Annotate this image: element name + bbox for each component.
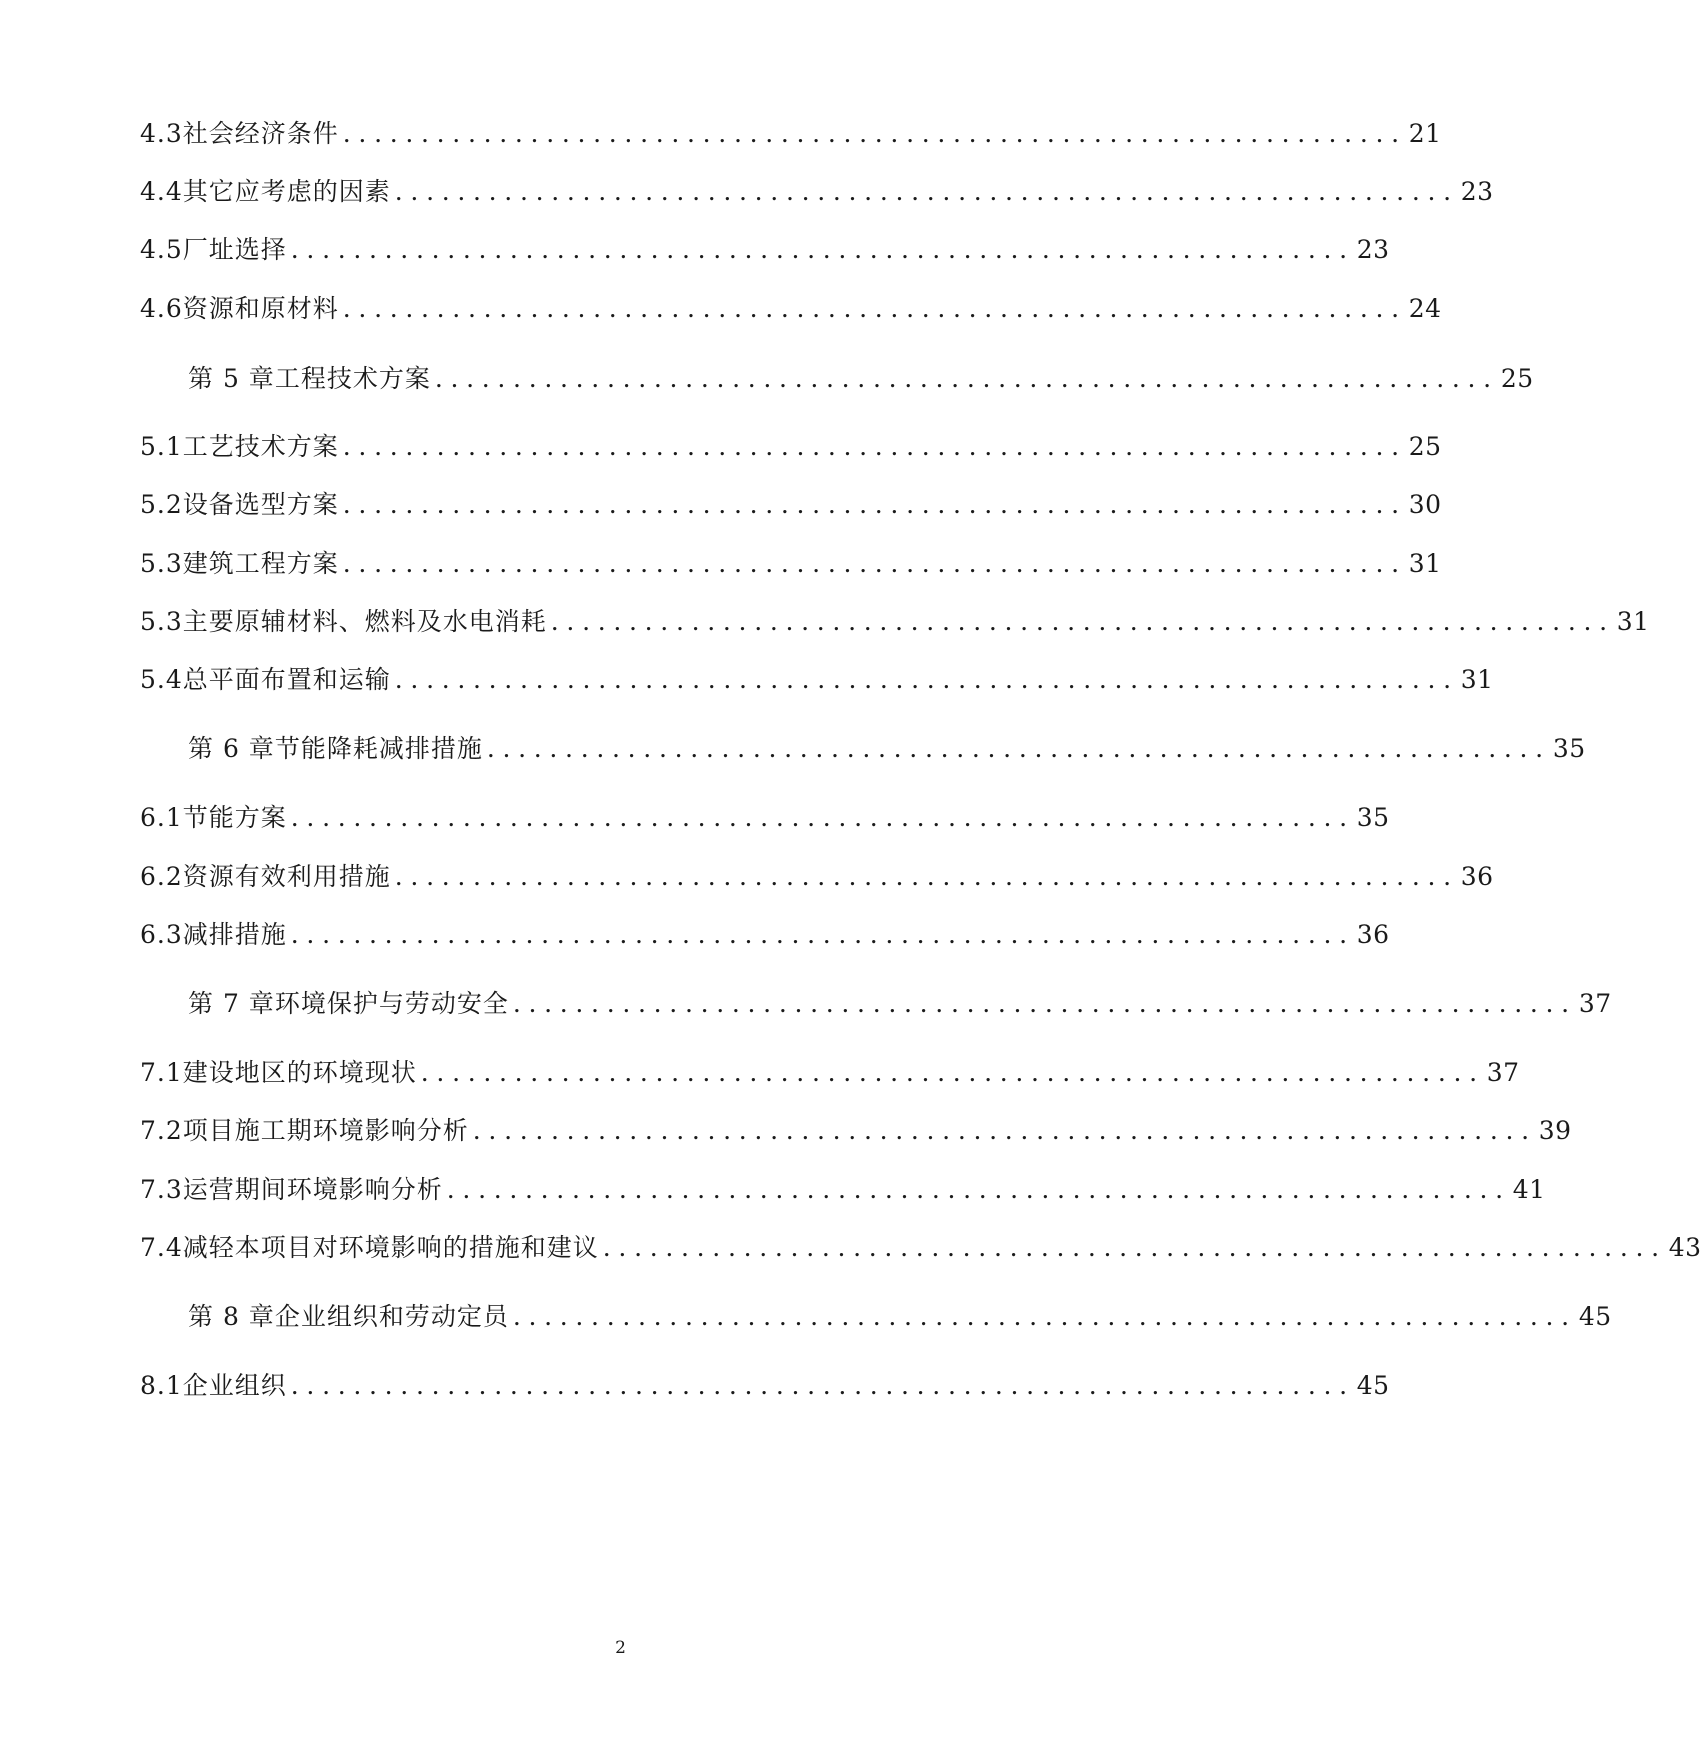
toc-entry-section[interactable] [140, 289, 1442, 329]
toc-dot-leader: .................................................................... [512, 1302, 1577, 1331]
toc-entry-number: 第 8 章 [188, 1302, 275, 1331]
toc-dot-leader: .................................................................... [342, 490, 1407, 519]
toc-entry-number: 7.4 [140, 1233, 183, 1262]
toc-entry-title: 设备选型方案 [182, 490, 339, 519]
toc-entry-section[interactable] [140, 1228, 1702, 1268]
toc-entry-title: 工程技术方案 [274, 364, 431, 393]
toc-entry-title: 减轻本项目对环境影响的措施和建议 [182, 1233, 599, 1262]
toc-entry-section[interactable] [140, 427, 1442, 467]
toc-entry-number: 第 7 章 [188, 989, 275, 1018]
toc-entry-section[interactable] [140, 1170, 1546, 1210]
toc-entry-title: 资源有效利用措施 [182, 862, 391, 891]
toc-entry-title: 主要原辅材料、燃料及水电消耗 [182, 607, 547, 636]
toc-dot-leader: .................................................................... [486, 734, 1551, 763]
toc-dot-leader: .................................................................... [342, 549, 1407, 578]
toc-entry-number: 4.5 [140, 235, 183, 264]
toc-entry-page: 21 [1408, 119, 1442, 148]
toc-entry-number: 4.4 [140, 177, 183, 206]
toc-entry-page: 39 [1538, 1116, 1572, 1145]
toc-entry-number: 7.1 [140, 1058, 183, 1087]
toc-dot-leader: .................................................................... [394, 862, 1459, 891]
toc-entry-title: 其它应考虑的因素 [182, 177, 391, 206]
toc-entry-page: 36 [1356, 920, 1390, 949]
toc-entry-title: 减排措施 [182, 920, 287, 949]
toc-entry-title: 项目施工期环境影响分析 [182, 1116, 469, 1145]
toc-entry-chapter[interactable] [188, 1297, 1612, 1337]
toc-entry-number: 6.1 [140, 803, 183, 832]
toc-entry-number: 6.3 [140, 920, 183, 949]
toc-entry-page: 43 [1668, 1233, 1702, 1262]
toc-entry-chapter[interactable] [188, 984, 1612, 1024]
toc-entry-title: 工艺技术方案 [182, 432, 339, 461]
toc-entry-page: 23 [1460, 177, 1494, 206]
toc-entry-title: 社会经济条件 [182, 119, 339, 148]
toc-entry-number: 5.1 [140, 432, 183, 461]
toc-dot-leader: .................................................................... [290, 803, 1355, 832]
toc-dot-leader: .................................................................... [420, 1058, 1485, 1087]
toc-entry-page: 24 [1408, 294, 1442, 323]
toc-entry-number: 6.2 [140, 862, 183, 891]
toc-entry-section[interactable] [140, 230, 1390, 270]
toc-entry-section[interactable] [140, 544, 1442, 584]
toc-entry-page: 35 [1356, 803, 1390, 832]
toc-entry-section[interactable] [140, 1053, 1520, 1093]
toc-entry-page: 31 [1460, 665, 1494, 694]
toc-entry-section[interactable] [140, 1366, 1390, 1406]
toc-dot-leader: .................................................................... [342, 119, 1407, 148]
toc-dot-leader: .................................................................... [394, 177, 1459, 206]
toc-entry-page: 25 [1500, 364, 1534, 393]
toc-entry-page: 23 [1356, 235, 1390, 264]
toc-entry-number: 7.2 [140, 1116, 183, 1145]
toc-dot-leader: .................................................................... [602, 1233, 1667, 1262]
toc-entry-page: 30 [1408, 490, 1442, 519]
toc-entry-number: 第 6 章 [188, 734, 275, 763]
toc-entry-title: 厂址选择 [182, 235, 287, 264]
toc-dot-leader: .................................................................... [434, 364, 1499, 393]
toc-entry-section[interactable] [140, 172, 1494, 212]
toc-entry-page: 31 [1408, 549, 1442, 578]
toc-entry-page: 45 [1578, 1302, 1612, 1331]
toc-dot-leader: .................................................................... [446, 1175, 1511, 1204]
toc-entry-number: 第 5 章 [188, 364, 275, 393]
toc-entry-page: 37 [1578, 989, 1612, 1018]
toc-entry-page: 35 [1552, 734, 1586, 763]
toc-dot-leader: .................................................................... [342, 432, 1407, 461]
toc-entry-section[interactable] [140, 915, 1390, 955]
toc-entry-number: 8.1 [140, 1371, 183, 1400]
toc-entry-title: 总平面布置和运输 [182, 665, 391, 694]
toc-entry-page: 45 [1356, 1371, 1390, 1400]
toc-entry-page: 36 [1460, 862, 1494, 891]
toc-entry-number: 5.3 [140, 607, 183, 636]
toc-entry-title: 运营期间环境影响分析 [182, 1175, 443, 1204]
toc-dot-leader: .................................................................... [290, 235, 1355, 264]
toc-entry-title: 环境保护与劳动安全 [274, 989, 509, 1018]
toc-entry-chapter[interactable] [188, 729, 1586, 769]
toc-entry-title: 节能降耗减排措施 [274, 734, 483, 763]
toc-entry-page: 37 [1486, 1058, 1520, 1087]
toc-entry-section[interactable] [140, 602, 1650, 642]
toc-entry-number: 4.3 [140, 119, 183, 148]
toc-entry-title: 企业组织 [182, 1371, 287, 1400]
toc-entry-title: 建设地区的环境现状 [182, 1058, 417, 1087]
toc-dot-leader: .................................................................... [394, 665, 1459, 694]
toc-entry-title: 资源和原材料 [182, 294, 339, 323]
toc-entry-number: 4.6 [140, 294, 183, 323]
toc-dot-leader: .................................................................... [512, 989, 1577, 1018]
toc-dot-leader: .................................................................... [472, 1116, 1537, 1145]
toc-entry-title: 建筑工程方案 [182, 549, 339, 578]
toc-entry-title: 节能方案 [182, 803, 287, 832]
toc-entry-page: 25 [1408, 432, 1442, 461]
toc-entry-number: 5.3 [140, 549, 183, 578]
toc-entry-section[interactable] [140, 485, 1442, 525]
toc-entry-number: 5.4 [140, 665, 183, 694]
toc-dot-leader: .................................................................... [290, 920, 1355, 949]
toc-dot-leader: .................................................................... [342, 294, 1407, 323]
toc-entry-title: 企业组织和劳动定员 [274, 1302, 509, 1331]
toc-entry-number: 5.2 [140, 490, 183, 519]
page-number: 2 [615, 1638, 626, 1658]
toc-entry-page: 31 [1616, 607, 1650, 636]
toc-entry-page: 41 [1512, 1175, 1546, 1204]
toc-dot-leader: .................................................................... [550, 607, 1615, 636]
toc-entry-section[interactable] [140, 660, 1494, 700]
toc-dot-leader: .................................................................... [290, 1371, 1355, 1400]
toc-entry-number: 7.3 [140, 1175, 183, 1204]
toc-entry-section[interactable] [140, 1111, 1572, 1151]
toc-entry-section[interactable] [140, 114, 1442, 154]
toc-entry-section[interactable] [140, 857, 1494, 897]
toc-entry-chapter[interactable] [188, 359, 1534, 399]
toc-entry-section[interactable] [140, 798, 1390, 838]
